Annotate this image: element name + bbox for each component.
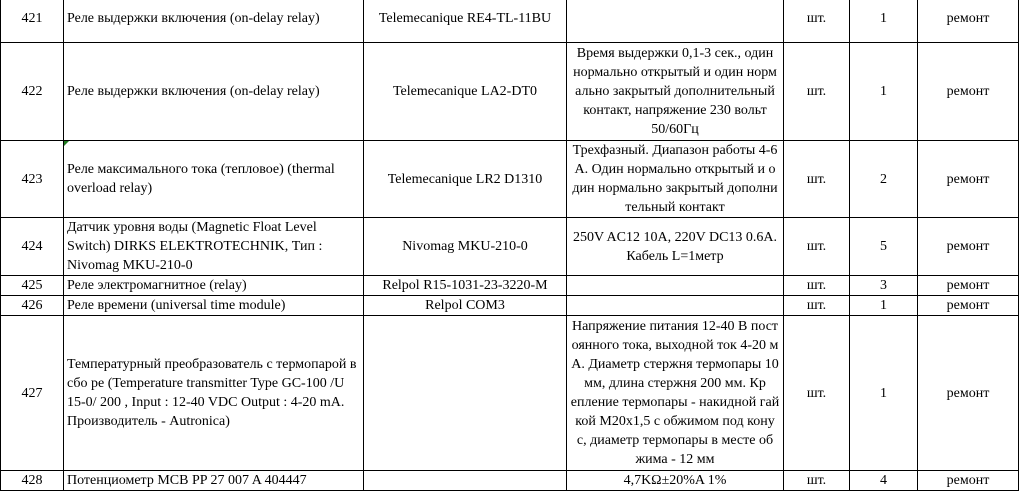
model-cell[interactable]: Nivomag MKU-210-0 — [364, 218, 567, 276]
unit-cell[interactable]: шт. — [784, 471, 850, 491]
unit-cell[interactable]: шт. — [784, 316, 850, 471]
item-name-cell[interactable]: Реле электромагнитное (relay) — [64, 276, 364, 296]
quantity-cell[interactable]: 5 — [850, 218, 918, 276]
spec-cell[interactable] — [567, 296, 784, 316]
note-cell[interactable]: ремонт — [918, 471, 1019, 491]
spec-cell[interactable]: 250V AC12 10A, 220V DC13 0.6A. Кабель L=1метр — [567, 218, 784, 276]
item-name-cell[interactable] — [64, 141, 364, 218]
model-cell[interactable]: Telemecanique LA2-DT0 — [364, 43, 567, 141]
row-number-cell[interactable]: 428 — [1, 471, 64, 491]
table-row[interactable] — [1, 43, 1019, 141]
quantity-cell[interactable]: 4 — [850, 471, 918, 491]
row-number-cell[interactable]: 425 — [1, 276, 64, 296]
spec-cell[interactable]: 4,7KΩ±20%A 1% — [567, 471, 784, 491]
note-cell[interactable]: ремонт — [918, 141, 1019, 218]
table-row[interactable] — [1, 296, 1019, 316]
note-cell[interactable]: ремонт — [918, 276, 1019, 296]
table-row[interactable] — [1, 316, 1019, 471]
row-number-cell[interactable]: 422 — [1, 43, 64, 141]
unit-cell[interactable]: шт. — [784, 218, 850, 276]
quantity-cell[interactable]: 2 — [850, 141, 918, 218]
item-name-cell[interactable]: Потенциометр MCB PP 27 007 A 404447 — [64, 471, 364, 491]
quantity-cell[interactable]: 3 — [850, 276, 918, 296]
item-name-cell[interactable]: Датчик уровня воды (Magnetic Float Level Switch) DIRKS ELEKTROTECHNIK, Тип : Nivomag MKU-210-0 — [64, 218, 364, 276]
note-cell[interactable]: ремонт — [918, 0, 1019, 43]
row-number-cell[interactable]: 427 — [1, 316, 64, 471]
spec-cell[interactable]: Время выдержки 0,1-3 сек., один нормально открытый и один норм ально закрытый дополнительный контакт, напряжение 230 вольт 50/60Гц — [567, 43, 784, 141]
row-number-cell[interactable]: 423 — [1, 141, 64, 218]
quantity-cell[interactable]: 1 — [850, 43, 918, 141]
item-name-cell[interactable]: Температурный преобразователь с термопарой в сбо ре (Temperature transmitter Type GC-100 /U 15-0/ 200 , Input : 12-40 VDC Output : 4-20 mA. Производитель - Autronica) — [64, 316, 364, 471]
unit-cell[interactable]: шт. — [784, 296, 850, 316]
spec-cell[interactable] — [567, 276, 784, 296]
row-number-cell[interactable]: 424 — [1, 218, 64, 276]
model-cell[interactable]: Telemecanique LR2 D1310 — [364, 141, 567, 218]
item-name-cell[interactable]: Реле выдержки включения (on-delay relay) — [64, 43, 364, 141]
item-name-cell[interactable]: Реле выдержки включения (on-delay relay) — [64, 0, 364, 43]
model-cell[interactable] — [364, 316, 567, 471]
table-row[interactable] — [1, 141, 1019, 218]
unit-cell[interactable]: шт. — [784, 43, 850, 141]
quantity-cell[interactable]: 1 — [850, 0, 918, 43]
model-cell[interactable]: Telemecanique RE4-TL-11BU — [364, 0, 567, 43]
note-cell[interactable]: ремонт — [918, 296, 1019, 316]
unit-cell[interactable]: шт. — [784, 276, 850, 296]
row-number-cell[interactable]: 421 — [1, 0, 64, 43]
unit-cell[interactable]: шт. — [784, 0, 850, 43]
note-cell[interactable]: ремонт — [918, 316, 1019, 471]
note-cell[interactable]: ремонт — [918, 43, 1019, 141]
row-number-cell[interactable]: 426 — [1, 296, 64, 316]
spec-cell[interactable] — [567, 0, 784, 43]
unit-cell[interactable]: шт. — [784, 141, 850, 218]
table-row[interactable] — [1, 218, 1019, 276]
spec-cell[interactable]: Напряжение питания 12-40 В пост оянного тока, выходной ток 4-20 м А. Диаметр стержня термопары 10 мм, длина стержня 200 мм. Кр епление термопары - накидной гай кой М20х1,5 с обжимом под кону с, диаметр термопары в месте об жима - 12 мм — [567, 316, 784, 471]
spec-cell[interactable]: Трехфазный. Диапазон работы 4-6 А. Один нормально открытый и о дин нормально закрытый дополни тельный контакт — [567, 141, 784, 218]
model-cell[interactable]: Relpol R15-1031-23-3220-M — [364, 276, 567, 296]
quantity-cell[interactable]: 1 — [850, 316, 918, 471]
item-name-cell[interactable]: Реле времени (universal time module) — [64, 296, 364, 316]
item-name-text: Реле максимального тока (тепловое) (thermal overload relay) — [67, 162, 335, 196]
note-cell[interactable]: ремонт — [918, 218, 1019, 276]
cell-comment-marker — [64, 141, 69, 146]
model-cell[interactable]: Relpol COM3 — [364, 296, 567, 316]
quantity-cell[interactable]: 1 — [850, 296, 918, 316]
table-row[interactable] — [1, 0, 1019, 43]
table-row[interactable] — [1, 276, 1019, 296]
